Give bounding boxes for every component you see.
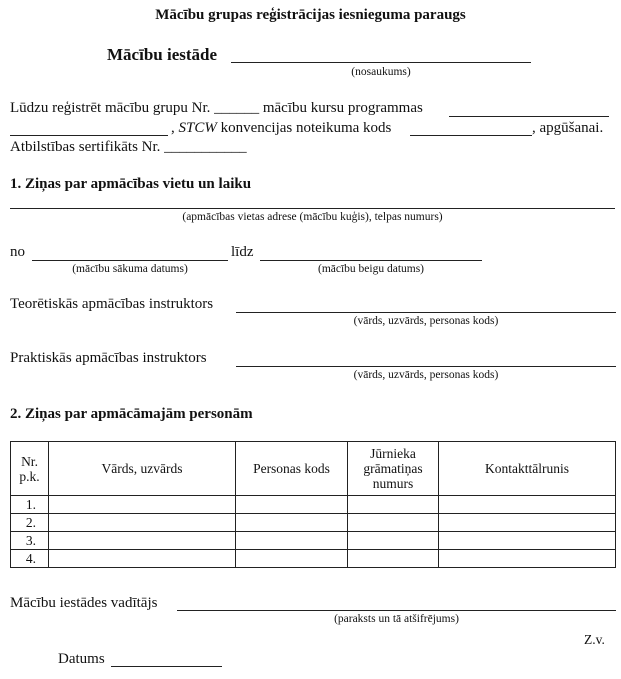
trainees-table [10,441,616,568]
from-label: no [10,244,25,260]
table-row [11,496,616,514]
name-cell[interactable] [49,550,236,568]
to-label: līdz [231,244,254,260]
seaman-book-cell[interactable] [348,550,439,568]
institution-label: Mācību iestāde [107,45,218,64]
table-row [11,532,616,550]
request-line-2-end: , apgūšanai. [532,120,604,136]
stamp-place-label: Z.v. [584,632,605,647]
seaman-book-cell[interactable] [348,496,439,514]
stcw-rule-code-label: konvencijas noteikuma kods [216,120,392,136]
phone-cell[interactable] [439,496,616,514]
theory-instructor-label: Teorētiskās apmācības instruktors [10,296,214,312]
request-line-2: , STCW konvencijas noteikuma kods [171,120,392,136]
phone-cell[interactable] [439,550,616,568]
stcw-rule-code-field[interactable] [410,135,532,136]
training-address-field[interactable] [10,208,615,209]
signature-field[interactable] [177,610,616,611]
row-number: 4. [11,550,49,568]
name-cell[interactable] [49,496,236,514]
practice-instructor-field[interactable] [236,366,616,367]
practice-instructor-hint: (vārds, uzvārds, personas kods) [353,369,499,381]
personal-code-cell[interactable] [236,514,348,532]
personal-code-cell[interactable] [236,496,348,514]
column-header-nr: Nr. p.k. [11,442,49,496]
end-date-field[interactable] [260,260,482,261]
name-cell[interactable] [49,532,236,550]
column-header-name: Vārds, uzvārds [49,442,236,496]
column-header-seaman-book: Jūrnieka grāmatiņas numurs [348,442,439,496]
table-header-row [11,442,616,496]
page-title: Mācību grupas reģistrācijas iesnieguma paraugs [155,7,466,23]
start-date-field[interactable] [32,260,228,261]
program-field[interactable] [449,116,609,117]
training-address-hint: (apmācības vietas adrese (mācību kuģis), telpas numurs) [182,211,443,223]
request-line-3: Atbilstības sertifikāts Nr. ___________ [10,139,247,155]
stcw-abbr: STCW [178,120,217,136]
column-header-phone: Kontakttālrunis [439,442,616,496]
signature-hint: (paraksts un tā atšifrējums) [334,613,459,625]
seaman-book-cell[interactable] [348,514,439,532]
seaman-book-cell[interactable] [348,532,439,550]
column-header-personal-code: Personas kods [236,442,348,496]
row-number: 1. [11,496,49,514]
head-of-institution-label: Mācību iestādes vadītājs [10,595,158,611]
date-field[interactable] [111,666,222,667]
practice-instructor-label: Praktiskās apmācības instruktors [10,350,207,366]
section-1-heading: 1. Ziņas par apmācības vietu un laiku [10,176,252,192]
theory-instructor-hint: (vārds, uzvārds, personas kods) [353,315,499,327]
institution-hint: (nosaukums) [351,66,411,78]
start-date-hint: (mācību sākuma datums) [72,263,188,275]
date-label: Datums [58,651,105,667]
theory-instructor-field[interactable] [236,312,616,313]
end-date-hint: (mācību beigu datums) [317,263,425,275]
program-continued-field[interactable] [10,135,168,136]
table-row [11,514,616,532]
institution-name-field[interactable] [231,62,531,63]
section-2-heading: 2. Ziņas par apmācāmajām personām [10,406,253,422]
phone-cell[interactable] [439,514,616,532]
personal-code-cell[interactable] [236,550,348,568]
row-number: 2. [11,514,49,532]
name-cell[interactable] [49,514,236,532]
personal-code-cell[interactable] [236,532,348,550]
request-line-1: Lūdzu reģistrēt mācību grupu Nr. ______ mācību kursu programmas [10,100,423,116]
table-row [11,550,616,568]
row-number: 3. [11,532,49,550]
phone-cell[interactable] [439,532,616,550]
